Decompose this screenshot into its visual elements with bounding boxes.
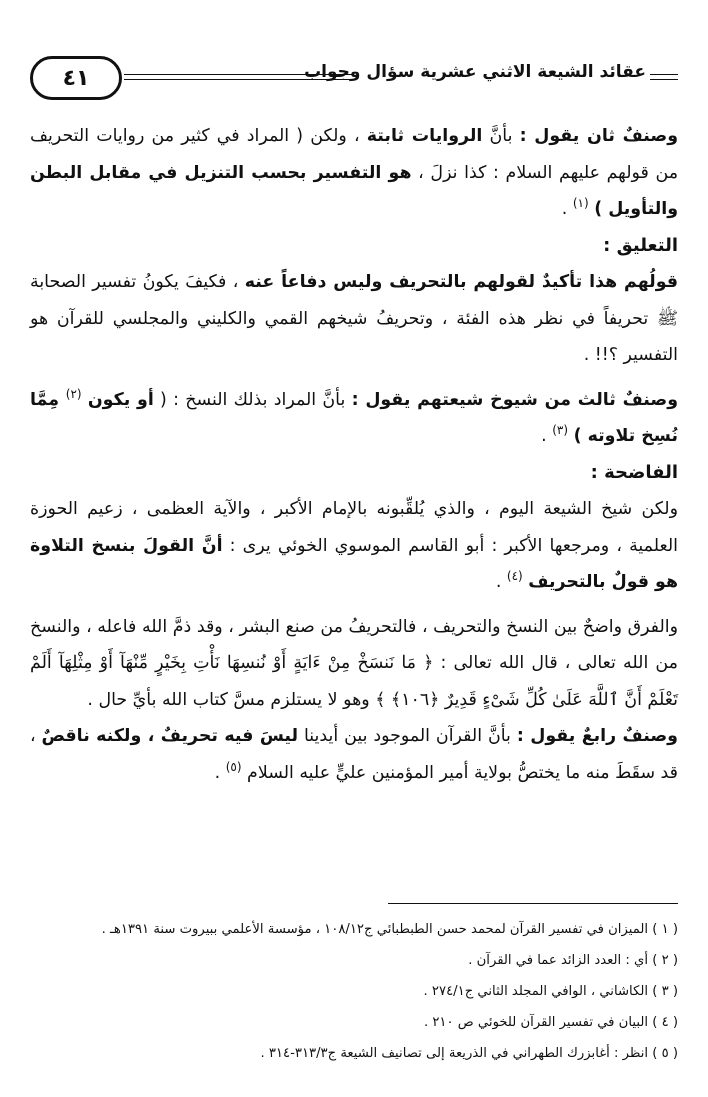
paragraph-commentary: [30, 264, 678, 374]
paragraph-second-group: [30, 118, 678, 228]
footnotes: [30, 914, 678, 1069]
emphasis: ليسَ فيه تحريفٌ ، ولكنه ناقصٌ: [41, 726, 299, 746]
text-run: وهو لا يستلزم مسَّ كتاب الله بأيِّ حال .: [87, 689, 376, 710]
footnote-ref-4[interactable]: (٤): [506, 569, 523, 584]
text-run: .: [561, 199, 573, 219]
paragraph-difference: [30, 609, 678, 719]
text-run: ولكن شيخ الشيعة اليوم ، والذي يُلقِّبونه بالإمام الأكبر ، والآية العظمى ، زعيم الحوزة العلمية ، ومرجعها الأكبر : أبو القاسم الموسوي الخوئي يرى :: [30, 499, 678, 556]
text-run: ، قد سقَطَ منه ما يختصُّ بولاية أمير المؤمنين عليٍّ عليه السلام: [30, 726, 678, 783]
header-rule: [650, 74, 678, 75]
text-run: .: [495, 572, 507, 592]
emphasis: الروايات ثابتة: [366, 126, 483, 146]
text-run: ، فكيفَ يكونُ تفسير الصحابة ﷺ تحريفاً في نظر هذه الفئة ، وتحريفُ شيخهم القمي والكليني والمجلسي للقرآن هو التفسير ؟!! .: [30, 272, 678, 365]
footnote-2: ( ٢ ) أي : العدد الزائد عما في القرآن .: [468, 953, 678, 968]
text-run: والفرق واضحٌ بين النسخ والتحريف ، فالتحريفُ من صنع البشر ، وقد ذمَّ الله فاعله ، والنسخ من الله تعالى ، قال الله تعالى :: [30, 616, 678, 673]
footnote-ref-2[interactable]: (٢): [65, 386, 82, 401]
footnote-ref-5[interactable]: (٥): [225, 759, 242, 774]
emphasis: هو التفسير بحسب التنزيل في مقابل البطن والتأويل ): [30, 162, 678, 219]
text-run: بأنَّ: [482, 126, 520, 146]
text-run: ، ولكن ( المراد في كثير من روايات التحريف من قولهم عليهم السلام : كذا نزلَ ،: [30, 126, 679, 183]
quran-verse: ﴿ مَا نَنسَخْ مِنْ ءَايَةٍ أَوْ نُنسِهَا نَأْتِ بِخَيْرٍ مِّنْهَآ أَوْ مِثْلِهَآ أَلَمْ تَعْلَمْ أَنَّ ٱللَّهَ عَلَىٰ كُلِّ شَىْءٍ قَدِيرٌ ﴿١٠٦﴾ ﴾: [30, 653, 678, 710]
emphasis: أنَّ القولَ بنسخ التلاوة هو قولٌ بالتحريف: [30, 535, 678, 592]
footnote-3: ( ٣ ) الكاشاني ، الوافي المجلد الثاني ج٢٧٤/١ .: [423, 984, 678, 999]
paragraph-lead: وصنفٌ ثالث من شيوخ شيعتهم يقول :: [351, 389, 678, 410]
paragraph-gap: [30, 374, 678, 382]
paragraph-fourth-group: [30, 718, 678, 791]
page-number: ٤١: [62, 65, 90, 91]
footnote-separator: [388, 903, 678, 904]
footnote-1: ( ١ ) الميزان في تفسير القرآن لمحمد حسن الطبطبائي ج١٠٨/١٢ ، مؤسسة الأعلمي ببيروت سنة ١٣٩١هـ .: [101, 922, 678, 937]
body-text: [30, 118, 678, 791]
footnote-ref-1[interactable]: (١): [572, 196, 589, 211]
paragraph-gap: [30, 601, 678, 609]
heading-scandal: الفاضحة :: [590, 461, 678, 483]
running-title: عقائد الشيعة الاثني عشرية سؤال وجواب: [304, 62, 646, 82]
paragraph-lead: وصنفٌ ثان يقول :: [519, 126, 679, 146]
footnote-4: ( ٤ ) البيان في تفسير القرآن للخوئي ص ٢١٠ .: [423, 1015, 678, 1030]
footnote-ref-3[interactable]: (٣): [552, 423, 569, 438]
text-run: بأنَّ القرآن الموجود بين أيدينا: [298, 726, 517, 746]
footnote-5: ( ٥ ) انظر : أغابزرك الطهراني في الذريعة إلى تصانيف الشيعة ج٣١٣/٣-٣١٤ .: [260, 1046, 678, 1061]
emphasis: مِمَّا نُسِخ تلاوته ): [30, 389, 678, 446]
paragraph-third-group: [30, 382, 678, 455]
text-run: .: [541, 426, 553, 446]
text-run: .: [214, 762, 226, 783]
paragraph-khoei: [30, 491, 678, 601]
heading-commentary: التعليق :: [603, 234, 678, 256]
header-rule: [650, 79, 678, 80]
paragraph-lead: وصنفٌ رابعٌ يقول :: [516, 726, 678, 746]
emphasis: قولُهم هذا تأكيدٌ لقولهم بالتحريف وليس دفاعاً عنه: [244, 272, 679, 292]
page-number-badge: [30, 56, 122, 100]
text-run: بأنَّ المراد بذلك النسخ : (: [153, 389, 352, 410]
emphasis: أو يكون: [87, 389, 154, 410]
page-header: [30, 56, 678, 104]
